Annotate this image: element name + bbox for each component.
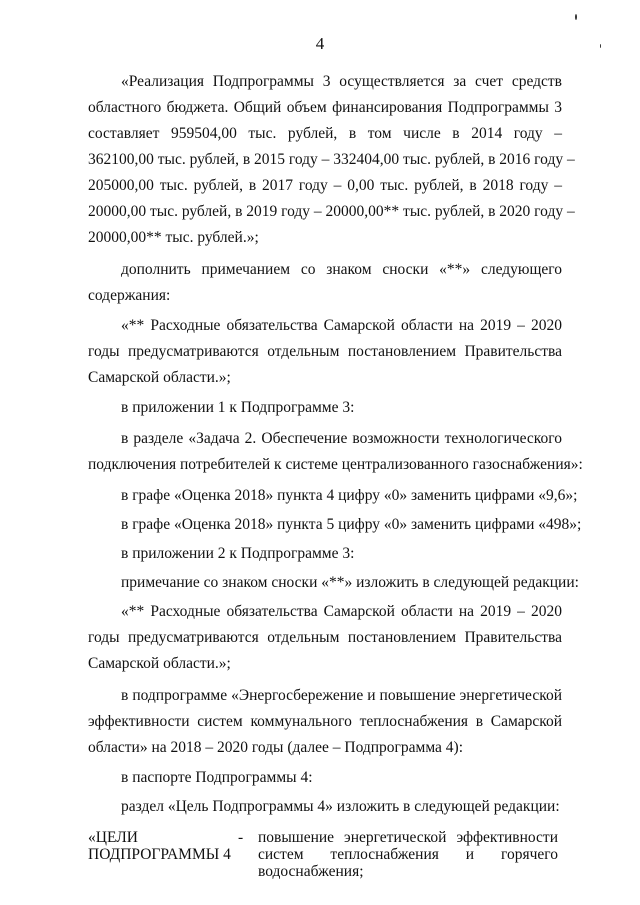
table-left-line: «ЦЕЛИ (88, 829, 138, 846)
text-line: 20000,00** тыс. рублей.»; (88, 229, 259, 246)
scan-speck (575, 14, 577, 20)
text-line: в графе «Оценка 2018» пункта 5 цифру «0» заменить цифрами «498»; (121, 516, 582, 533)
text-line: Самарской области.»; (88, 369, 231, 386)
text-line: примечание со знаком сноски «**» изложить в следующей редакции: (121, 574, 579, 591)
text-line: составляет 959504,00 тыс. рублей, в том числе в 2014 году – (88, 125, 562, 142)
text-line: 205000,00 тыс. рублей, в 2017 году – 0,00 тыс. рублей, в 2018 году – (88, 177, 562, 194)
page-number: 4 (315, 34, 325, 53)
text-line: Самарской области.»; (88, 655, 231, 672)
table-right-line: повышение энергетической эффективности (258, 829, 558, 846)
text-line: в графе «Оценка 2018» пункта 4 цифру «0» заменить цифрами «9,6»; (121, 487, 578, 504)
table-right-line: водоснабжения; (258, 863, 364, 880)
text-line: в приложении 2 к Подпрограмме 3: (121, 545, 355, 562)
text-line: дополнить примечанием со знаком сноски «**» следующего (121, 261, 562, 278)
text-line: 20000,00 тыс. рублей, в 2019 году – 20000,00** тыс. рублей, в 2020 году – (88, 203, 575, 220)
text-line: 362100,00 тыс. рублей, в 2015 году – 332404,00 тыс. рублей, в 2016 году – (88, 151, 575, 168)
text-line: «** Расходные обязательства Самарской области на 2019 – 2020 (121, 317, 562, 334)
text-line: области» на 2018 – 2020 годы (далее – Подпрограмма 4): (88, 739, 464, 756)
text-line: годы предусматриваются отдельным постановлением Правительства (88, 629, 562, 646)
text-line: раздел «Цель Подпрограммы 4» изложить в следующей редакции: (121, 798, 560, 815)
scan-speck (600, 44, 601, 48)
table-right-line: систем теплоснабжения и горячего (258, 846, 558, 863)
text-line: областного бюджета. Общий объем финансирования Подпрограммы 3 (88, 99, 562, 116)
text-line: в паспорте Подпрограммы 4: (121, 769, 313, 786)
table-left-line: ПОДПРОГРАММЫ 4 (88, 846, 231, 863)
text-line: эффективности систем коммунального теплоснабжения в Самарской (88, 713, 562, 730)
text-line: «Реализация Подпрограммы 3 осуществляется за счет средств (121, 73, 562, 90)
text-line: в приложении 1 к Подпрограмме 3: (121, 399, 355, 416)
table-dash: - (238, 829, 244, 846)
text-line: годы предусматриваются отдельным постановлением Правительства (88, 343, 562, 360)
text-line: «** Расходные обязательства Самарской области на 2019 – 2020 (121, 603, 562, 620)
text-line: содержания: (88, 287, 171, 304)
text-line: в разделе «Задача 2. Обеспечение возможности технологического (121, 430, 562, 447)
text-line: подключения потребителей к системе централизованного газоснабжения»: (88, 456, 583, 473)
text-line: в подпрограмме «Энергосбережение и повышение энергетической (121, 687, 562, 704)
